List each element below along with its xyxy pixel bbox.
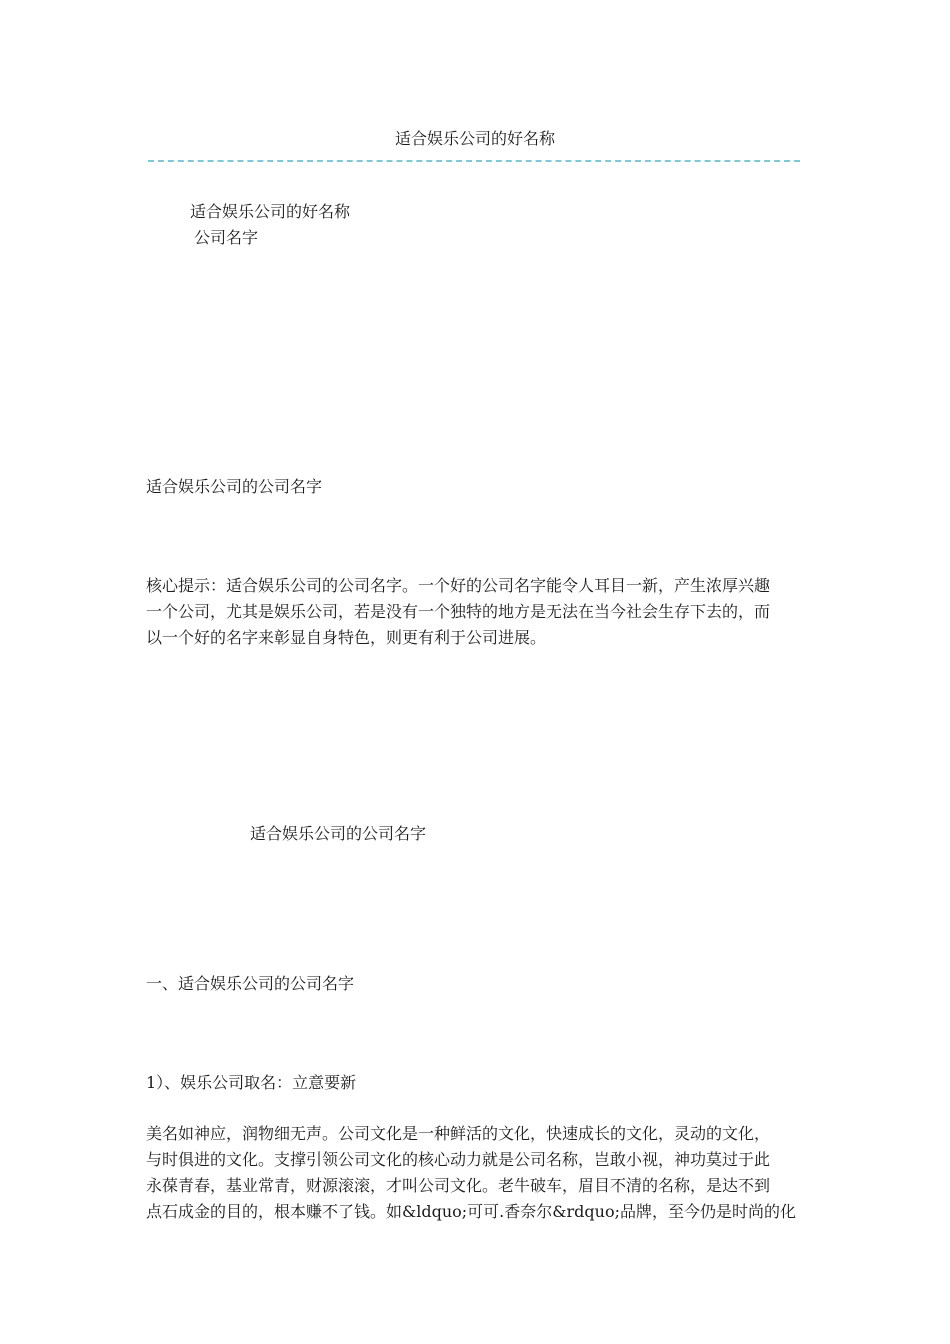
body-line: 永葆青春，基业常青，财源滚滚，才叫公司文化。老牛破车，眉目不清的名称，是达不到 <box>146 1176 771 1195</box>
summary-line: 以一个好的名字来彰显自身特色，则更有利于公司进展。 <box>146 628 547 647</box>
intro-subtitle: 公司名字 <box>194 228 259 247</box>
body-line: 点石成金的目的，根本赚不了钱。如&ldquo;可可.香奈尔&rdquo;品牌，至今仍是时尚的化 <box>146 1202 796 1221</box>
body-line: 与时俱进的文化。支撑引领公司文化的核心动力就是公司名称，岂敢小视，神功莫过于此 <box>146 1150 771 1169</box>
heading-2: 1）、娱乐公司取名：立意要新 <box>146 1073 357 1092</box>
summary-paragraph <box>146 573 810 651</box>
heading-1: 一、适合娱乐公司的公司名字 <box>146 974 355 993</box>
header-title: 适合娱乐公司的好名称 <box>394 129 555 148</box>
section-title-2: 适合娱乐公司的公司名字 <box>250 824 427 843</box>
section-title-1: 适合娱乐公司的公司名字 <box>146 477 323 496</box>
body-line: 美名如神应，润物细无声。公司文化是一种鲜活的文化，快速成长的文化，灵动的文化， <box>146 1124 771 1143</box>
summary-line: 核心提示：适合娱乐公司的公司名字。一个好的公司名字能令人耳目一新，产生浓厚兴趣 <box>146 576 771 595</box>
summary-line: 一个公司，尤其是娱乐公司，若是没有一个独特的地方是无法在当今社会生存下去的，而 <box>146 602 771 621</box>
body-paragraph <box>146 1121 810 1225</box>
intro-title: 适合娱乐公司的好名称 <box>190 202 351 221</box>
header-divider <box>148 160 800 162</box>
